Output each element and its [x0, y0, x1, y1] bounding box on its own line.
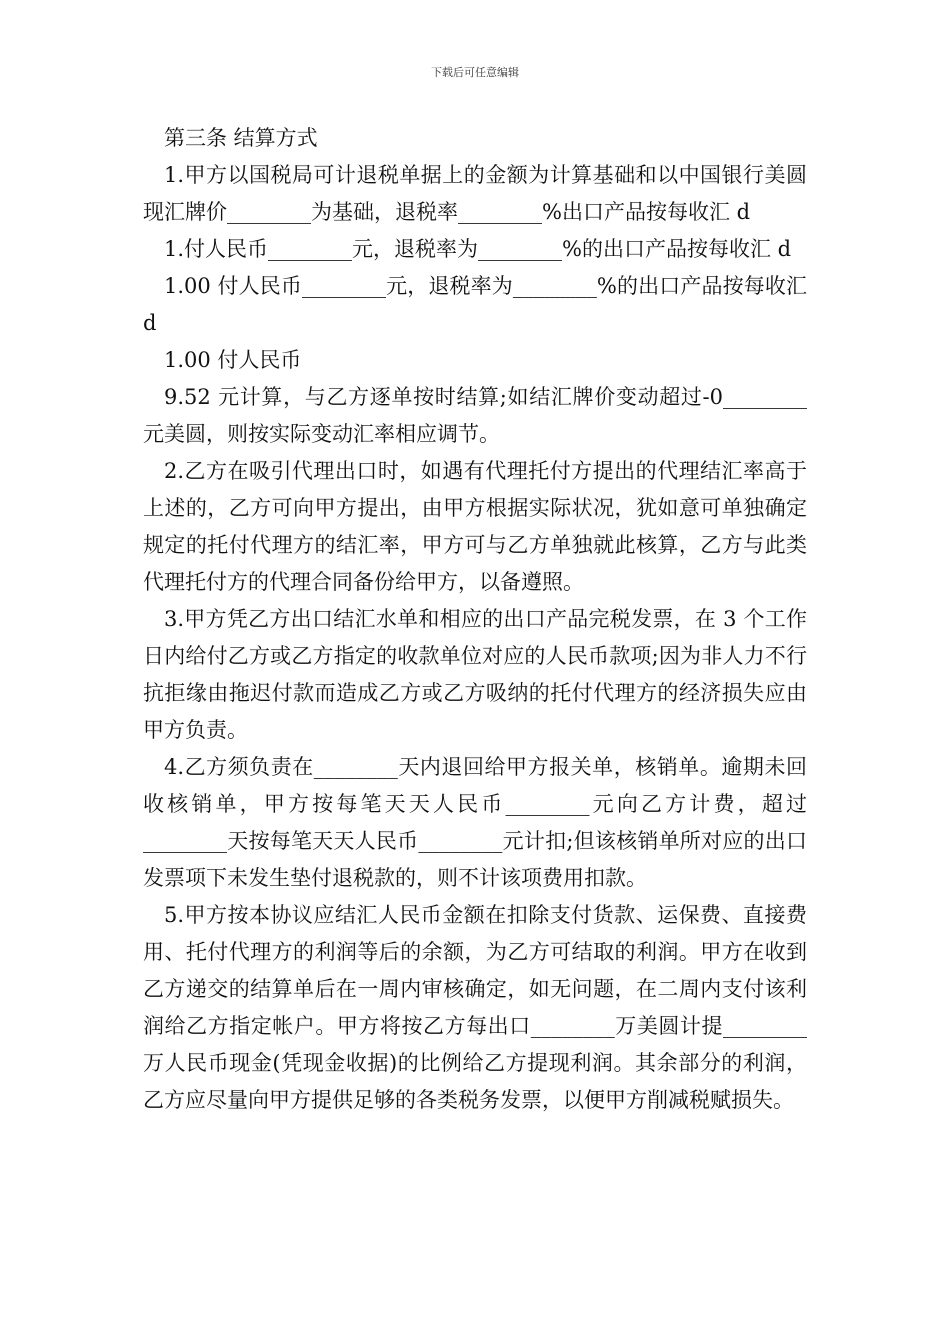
document-body [143, 120, 807, 1119]
paragraph-3: 1.00 付人民币________元，退税率为________%的出口产品按每收汇 d [143, 274, 807, 335]
section-heading: 第三条 结算方式 [164, 126, 318, 150]
paragraph-5: 9.52 元计算，与乙方逐单按时结算;如结汇牌价变动超过-0________元美圆，则按实际变动汇率相应调节。 [143, 385, 807, 446]
paragraph-9: 5.甲方按本协议应结汇人民币金额在扣除支付货款、运保费、直接费用、托付代理方的利润等后的余额，为乙方可结取的利润。甲方在收到乙方递交的结算单后在一周内审核确定，如无问题，在二周内支付该利润给乙方指定帐户。甲方将按乙方每出口________万美圆计提________万人民币现金(凭现金收据)的比例给乙方提现利润。其余部分的利润，乙方应尽量向甲方提供足够的各类税务发票，以便甲方削减税赋损失。 [143, 903, 807, 1112]
paragraph-1: 1.甲方以国税局可计退税单据上的金额为计算基础和以中国银行美圆现汇牌价________为基础，退税率________%出口产品按每收汇 d [143, 163, 807, 224]
paragraph-8: 4.乙方须负责在________天内退回给甲方报关单，核销单。逾期未回收核销单，甲方按每笔天天人民币________元向乙方计费，超过________天按每笔天天人民币________元计扣;但该核销单所对应的出口发票项下未发生垫付退税款的，则不计该项费用扣款。 [143, 755, 807, 890]
paragraph-6: 2.乙方在吸引代理出口时，如遇有代理托付方提出的代理结汇率高于上述的，乙方可向甲方提出，由甲方根据实际状况，犹如意可单独确定规定的托付代理方的结汇率，甲方可与乙方单独就此核算，乙方与此类代理托付方的代理合同备份给甲方，以备遵照。 [143, 459, 807, 594]
paragraph-4: 1.00 付人民币 [164, 348, 302, 372]
page-header: 下载后可任意编辑 [431, 66, 519, 79]
paragraph-7: 3.甲方凭乙方出口结汇水单和相应的出口产品完税发票，在 3 个工作日内给付乙方或乙方指定的收款单位对应的人民币款项;因为非人力不行抗拒缘由拖迟付款而造成乙方或乙方吸纳的托付代理方的经济损失应由甲方负责。 [143, 607, 807, 742]
paragraph-2: 1.付人民币________元，退税率为________%的出口产品按每收汇 d [164, 237, 792, 261]
